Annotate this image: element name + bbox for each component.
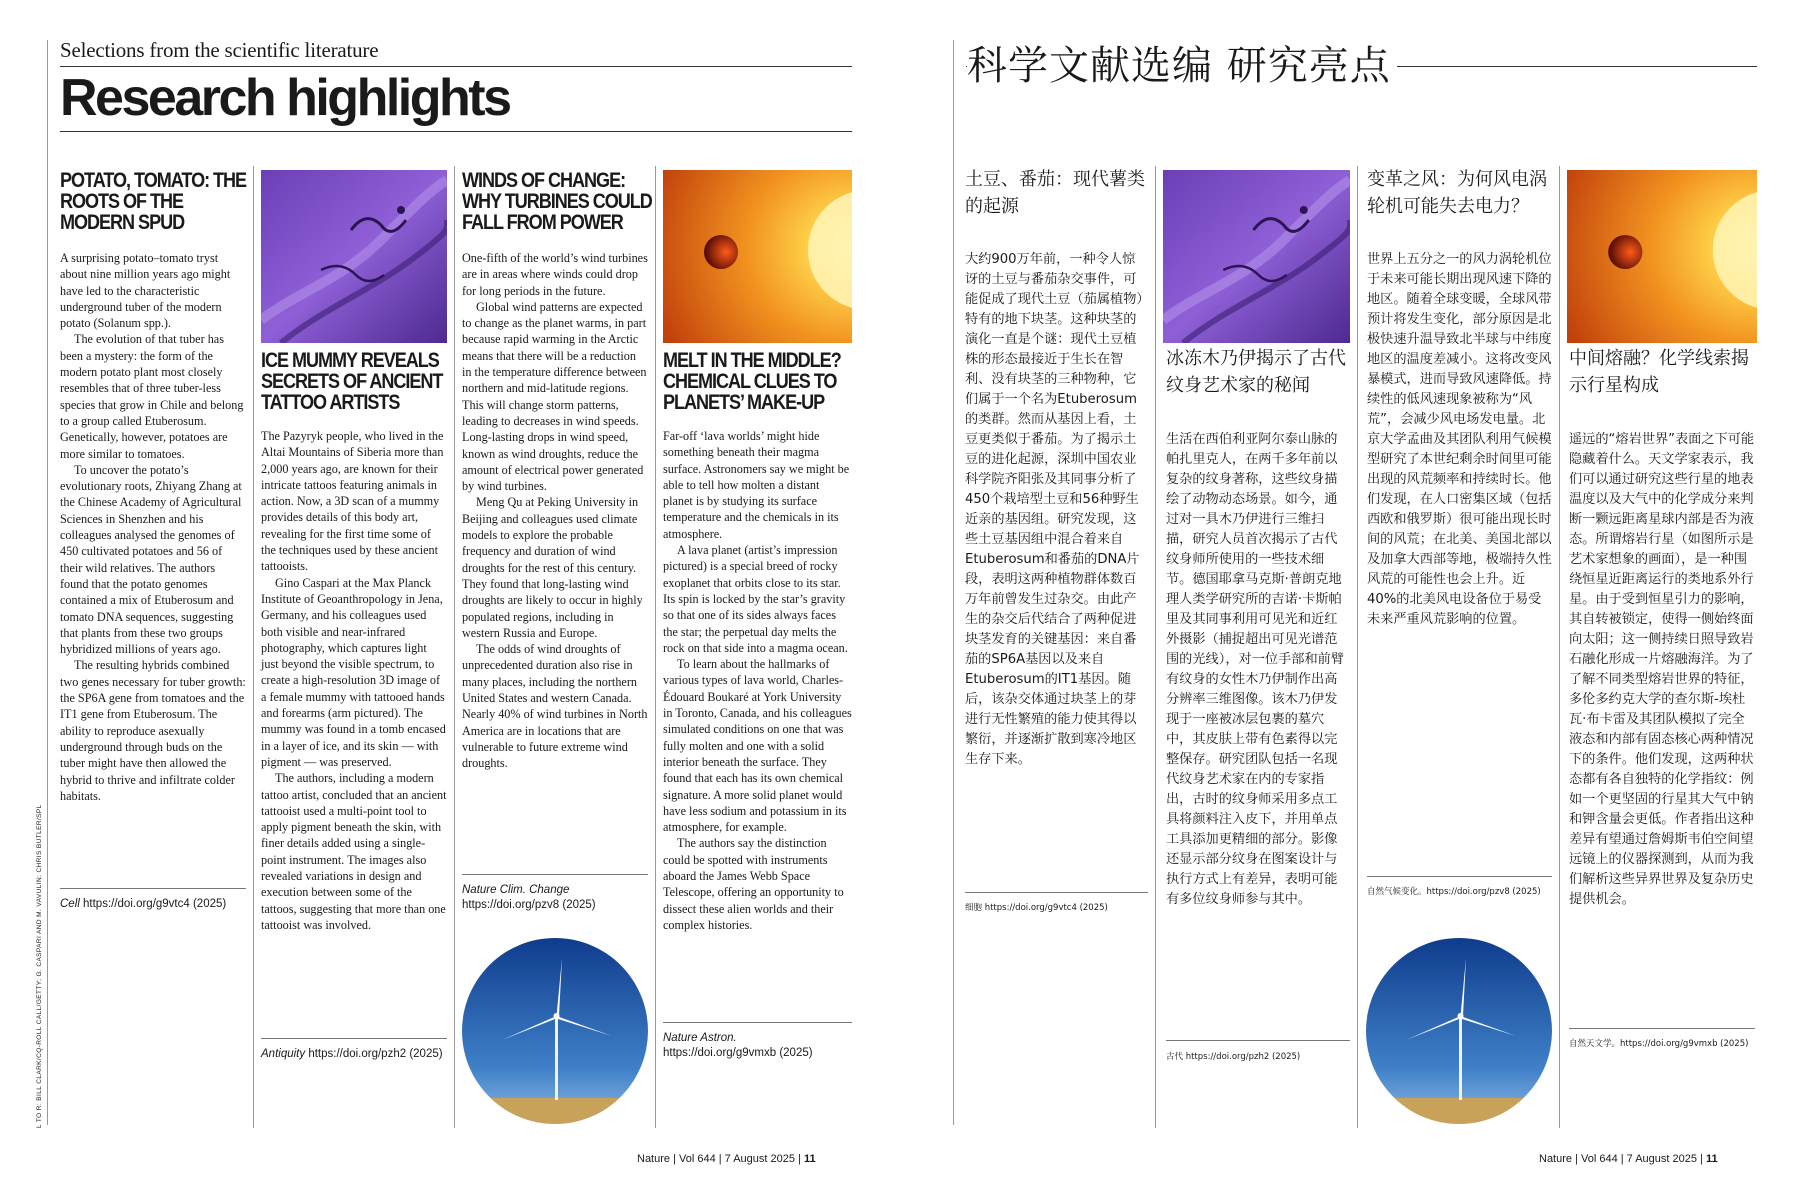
paragraph: Far-off ‘lava worlds’ might hide something beneath their magma surface. Astronomers say we might be able to tell how molten a distant planet is by studying its surface temperature and the chemicals in its atmosphere. — [663, 429, 850, 541]
page-footer — [637, 1153, 816, 1165]
paragraph: The odds of wind droughts of unprecedented duration also rise in many places, including the northern United States and western Canada. Nearly 40% of wind turbines in North America are in locations that are vulnerable to future extreme wind droughts. — [462, 642, 648, 771]
column-divider — [454, 166, 455, 1128]
citation[interactable]: 自然天文学。https://doi.org/g9vmxb (2025) — [1569, 1039, 1749, 1049]
footer-issue: Nature | Vol 644 | 7 August 2025 | — [1539, 1153, 1703, 1165]
article-headline: 冰冻木乃伊揭示了古代纹身艺术家的秘闻 — [1166, 348, 1346, 396]
citation-doi-link[interactable]: https://doi.org/g9vmxb (2025) — [663, 1047, 813, 1059]
paragraph: 世界上五分之一的风力涡轮机位于未来可能长期出现风速下降的地区。随着全球变暖，全球风带预计将发生变化，部分原因是北极快速升温导致北半球与中纬度地区的温度差减小。这将改变风暴模式，进而导致风速降低。持续性的低风速现象被称为“风荒”，会减少风电场发电量。北京大学孟曲及其团队利用气候模型研究了本世纪剩余时间里可能出现的风荒频率和持续时长。他们发现，在人口密集区域（包括西欧和俄罗斯）很可能出现长时间的风荒；在北美、美国北部以及加拿大西部等地，极端持久性风荒的可能性也会上升。近40%的北美风电设备位于易受未来严重风荒影响的位置。 — [1367, 252, 1552, 627]
citation-doi-link[interactable]: https://doi.org/pzh2 (2025) — [308, 1048, 443, 1060]
page-margin-rule — [47, 40, 48, 1125]
page-number: 11 — [1705, 1153, 1718, 1165]
article-body — [1367, 250, 1552, 630]
article-headline: POTATO, TOMATO: THE ROOTS OF THE MODERN SPUD — [60, 169, 247, 234]
section-kicker: Selections from the scientific literature — [60, 38, 379, 62]
paragraph: To learn about the hallmarks of various types of lava world, Charles-Édouard Boukaré at York University in Toronto, Canada, and his colleagues simulated conditions on one that was fully molten and one with a solid interior beneath the surface. They found that each has its own chemical signature. A more solid planet would have less sodium and potassium in its atmosphere, for example. — [663, 657, 852, 835]
citation[interactable]: 细胞 https://doi.org/g9vtc4 (2025) — [965, 903, 1108, 913]
paragraph: The authors say the distinction could be spotted with instruments aboard the James Webb Space Telescope, offering an opportunity to dissect these alien worlds and their complex histories. — [663, 836, 844, 932]
citation-rule — [1166, 1040, 1350, 1041]
citation — [663, 1031, 852, 1061]
paragraph: One-fifth of the world’s wind turbines are in areas where winds could drop for long periods in the future. — [462, 251, 648, 298]
wind-turbine-image — [1366, 938, 1552, 1124]
article-body — [261, 428, 447, 933]
citation-doi-link[interactable]: https://doi.org/pzv8 (2025) — [462, 899, 596, 911]
citation[interactable]: 自然气候变化。https://doi.org/pzv8 (2025) — [1367, 887, 1541, 897]
column-divider — [655, 166, 656, 1128]
tattoo-mummy-image — [1163, 170, 1350, 343]
title-rule — [60, 131, 852, 132]
article-headline: 土豆、番茄：现代薯类的起源 — [965, 169, 1145, 217]
page-title: Research highlights — [60, 69, 510, 127]
paragraph: 大约900万年前，一种令人惊讶的土豆与番茄杂交事件，可能促成了现代土豆（茄属植物）特有的地下块茎。这种块茎的演化一直是个谜：现代土豆植株的形态最接近于生长在智利、没有块茎的三种物种，它们属于一个名为Etuberosum的类群。然而从基因上看，土豆更类似于番茄。为了揭示土豆的进化起源，深圳中国农业科学院齐阳张及其同事分析了450个栽培型土豆和56种野生近亲的基因组。研究发现，这些土豆基因组中混合着来自Etuberosum和番茄的DNA片段，表明这两种植物群体数百万年前曾发生过杂交。由此产生的杂交后代结合了两种促进块茎发育的关键基因：来自番茄的SP6A基因以及来自Etuberosum的IT1基因。随后，该杂交体通过块茎上的芽进行无性繁殖的能力使其得以繁衍，并逐渐扩散到寒冷地区生存下来。 — [965, 252, 1144, 767]
article-body — [1166, 430, 1350, 910]
citation-doi-link[interactable]: https://doi.org/g9vtc4 (2025) — [83, 898, 227, 910]
paragraph: Gino Caspari at the Max Planck Institute of Geoanthropology in Jena, Germany, and his colleagues used both visible and near-infrared photography, which captures light just beyond the visible spectrum, to create a high-resolution 3D image of a female mummy with tattooed hands and forearms (arm pictured). The mummy was found in a tomb encased in a layer of ice, and its skin — with pigment — was preserved. — [261, 575, 446, 769]
lava-planet-image — [1567, 170, 1757, 343]
citation-rule — [965, 892, 1148, 893]
article-headline: WINDS OF CHANGE: WHY TURBINES COULD FALL FROM POWER — [462, 169, 652, 234]
paragraph: The authors, including a modern tattoo artist, concluded that an ancient tattooist used a multi-point tool to apply pigment beneath the skin, with finer details added using a single-point instrument. The images also revealed variations in design and execution between some of the tattoos, suggesting that more than one tattooist was involved. — [261, 771, 447, 932]
article-headline: 变革之风：为何风电涡轮机可能失去电力？ — [1367, 169, 1547, 217]
lava-planet-image — [663, 170, 852, 343]
citation-rule — [1367, 876, 1552, 877]
citation-journal: Cell — [60, 898, 80, 910]
kicker-rule — [60, 66, 852, 67]
tattoo-mummy-image — [261, 170, 447, 343]
paragraph: The Pazyryk people, who lived in the Altai Mountains of Siberia more than 2,000 years ago, are known for their intricate tattoos featuring animals in action. Now, a 3D scan of a mummy provides details of this body art, revealing for the first time some of the techniques used by these ancient tattooists. — [261, 429, 444, 574]
article-body — [965, 250, 1148, 770]
article-body — [663, 428, 852, 933]
citation-journal: Nature Astron. — [663, 1032, 737, 1044]
article-headline: 中间熔融？化学线索揭示行星构成 — [1569, 348, 1749, 396]
article-headline: MELT IN THE MIDDLE? CHEMICAL CLUES TO PLANETS’ MAKE-UP — [663, 349, 841, 414]
paragraph: 生活在西伯利亚阿尔泰山脉的帕扎里克人，在两千多年前以复杂的纹身著称，这些纹身描绘了动物动态场景。如今，通过对一具木乃伊进行三维扫描，研究人员首次揭示了古代纹身师所使用的一些技术细节。德国耶拿马克斯·普朗克地理人类学研究所的吉诺·卡斯帕里及其同事利用可见光和近红外摄影（捕捉超出可见光谱范围的光线），对一位手部和前臂有纹身的女性木乃伊制作出高分辨率三维图像。该木乃伊发现于一座被冰层包裹的墓穴中，其皮肤上带有色素得以完整保存。研究团队包括一名现代纹身艺术家在内的专家指出，古时的纹身师采用多点工具将颜料注入皮下，并用单点工具添加更精细的部分。影像还显示部分纹身在图案设计与执行方式上有差异，表明可能有多位纹身师参与其中。 — [1166, 432, 1345, 907]
column-divider — [1155, 166, 1156, 1128]
article-body — [1569, 430, 1755, 910]
paragraph: Meng Qu at Peking University in Beijing and colleagues used climate models to explore the probable frequency and duration of wind droughts for the rest of this century. They found that long-lasting wind droughts are likely to occur in highly populated regions, including in western Russia and Europe. — [462, 495, 643, 640]
paragraph: Global wind patterns are expected to change as the planet warms, in part because rapid warming in the Arctic means that there will be a reduction in the temperature difference between northern and mid-latitude regions. This will change storm patterns, leading to decreases in wind speeds. Long-lasting drops in wind speed, known as wind droughts, reduce the amount of electrical power generated by wind turbines. — [462, 299, 647, 494]
citation-rule — [261, 1038, 447, 1039]
page-margin-rule — [953, 40, 954, 1125]
photo-credit: L TO R: BILL CLARK/CQ-ROLL CALL/GETTY; G. CASPARI AND M. VAVULIN; CHRIS BUTLER/SPL — [36, 804, 43, 1128]
page-footer — [1539, 1153, 1718, 1165]
citation — [462, 883, 648, 913]
wind-turbine-image — [462, 938, 648, 1124]
article-body — [60, 250, 246, 804]
paragraph: To uncover the potato’s evolutionary roots, Zhiyang Zhang at the Chinese Academy of Agricultural Sciences in Shenzhen and his colleagues analysed the genomes of 450 cultivated potatoes and 56 of their wild relatives. The authors found that the potato genomes contained a mix of Etuberosum and tomato DNA sequences, suggesting that plants from these two groups hybridized millions of years ago. — [60, 462, 242, 657]
citation-journal: Antiquity — [261, 1048, 306, 1060]
column-divider — [253, 166, 254, 1128]
paragraph: 遥远的“熔岩世界”表面之下可能隐藏着什么。天文学家表示，我们可以通过研究这些行星的地表温度以及大气中的化学成分来判断一颗远距离星球内部是否为液态。所谓熔岩行星（如图所示是艺术家想象的画面），是一种围绕恒星近距离运行的类地系外行星。由于受到恒星引力的影响，其自转被锁定，使得一侧始终面向太阳；这一侧持续日照导致岩石融化形成一片熔融海洋。为了了解不同类型熔岩世界的特征，多伦多约克大学的查尔斯-埃杜瓦·布卡雷及其团队模拟了完全液态和内部有固态核心两种情况下的条件。他们发现，这两种状态都有各自独特的化学指纹：例如一个更坚固的行星其大气中钠和钾含量会更低。作者指出这种差异有望通过詹姆斯韦伯空间望远镜上的仪器探测到，从而为我们解析这些异界世界及复杂历史提供机会。 — [1569, 432, 1755, 907]
citation-rule — [663, 1022, 852, 1023]
article-body — [462, 250, 648, 772]
paragraph: The evolution of that tuber has been a mystery: the form of the modern potato plant most closely resembles that of three tuber-less species that grow in Chile and belong to a group called Etuberosum. Genetically, however, potatoes are more similar to tomatoes. — [60, 332, 244, 461]
citation-rule — [462, 874, 648, 875]
citation-rule — [1569, 1028, 1755, 1029]
page-number: 11 — [803, 1153, 816, 1165]
citation — [60, 897, 246, 912]
citation-journal: Nature Clim. Change — [462, 884, 570, 896]
column-divider — [1559, 166, 1560, 1128]
paragraph: A lava planet (artist’s impression pictured) is a special breed of rocky exoplanet that orbits close to its star. Its spin is locked by the star’s gravity so that one of its sides always faces the star; the perpetual day melts the rock on that side into a magma ocean. — [663, 543, 848, 655]
citation — [261, 1047, 447, 1062]
paragraph: A surprising potato–tomato tryst about nine million years ago might have led to the characteristic underground tuber of the modern potato (Solanum spp.). — [60, 251, 231, 331]
chinese-page — [900, 0, 1800, 1195]
article-headline: ICE MUMMY REVEALS SECRETS OF ANCIENT TATTOO ARTISTS — [261, 349, 443, 414]
citation[interactable]: 古代 https://doi.org/pzh2 (2025) — [1166, 1052, 1301, 1062]
paragraph: The resulting hybrids combined two genes necessary for tuber growth: the SP6A gene from tomatoes and the IT1 gene from Etuberosum. The ability to reproduce asexually underground through buds on the tuber might have then allowed the hybrid to thrive and infiltrate colder habitats. — [60, 658, 246, 803]
column-divider — [1357, 166, 1358, 1128]
footer-issue: Nature | Vol 644 | 7 August 2025 | — [637, 1153, 801, 1165]
page-title: 科学文献选编 研究亮点 — [967, 44, 1397, 88]
citation-rule — [60, 888, 246, 889]
